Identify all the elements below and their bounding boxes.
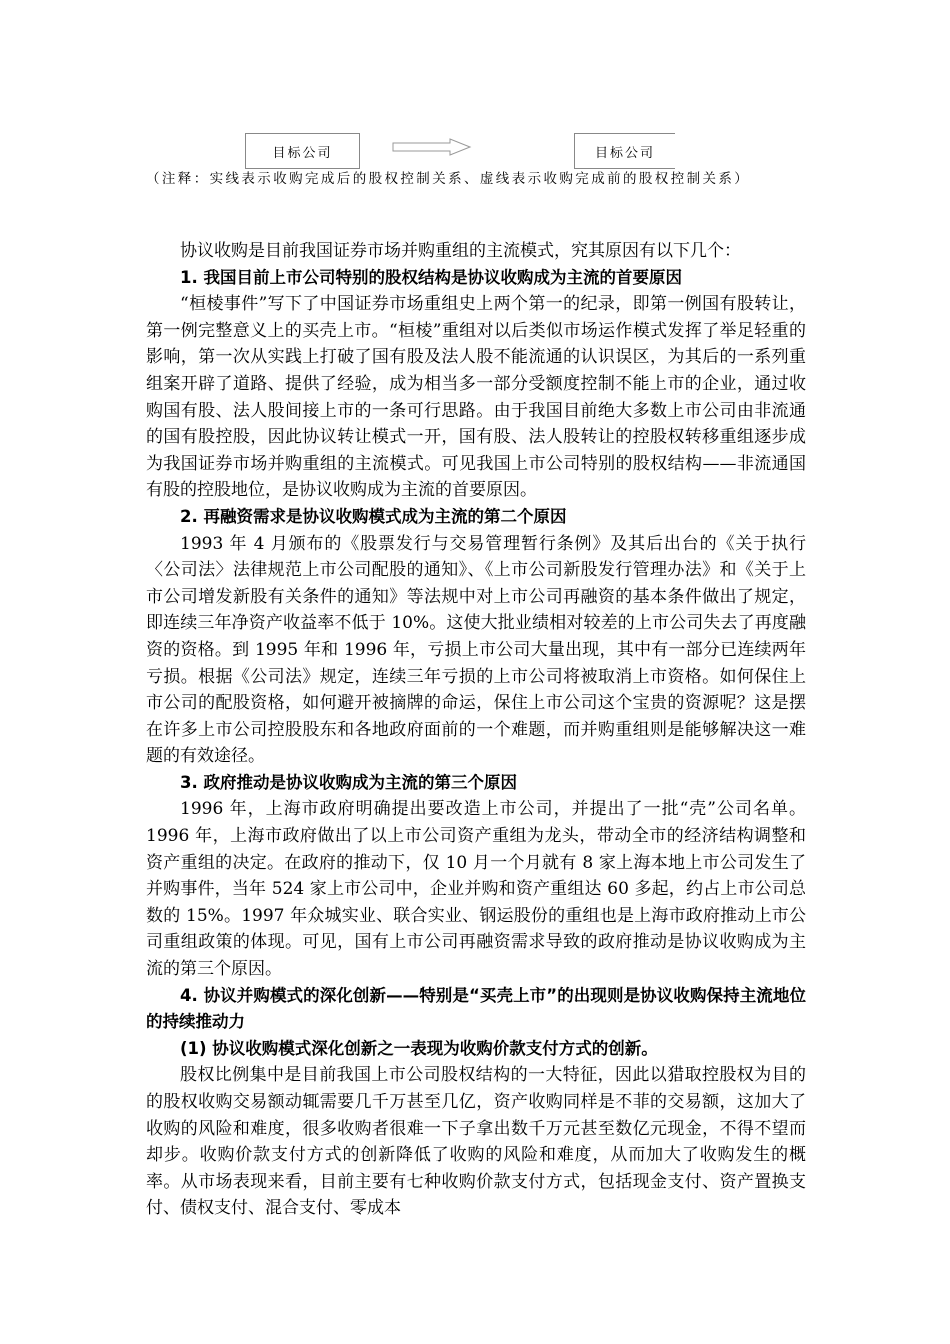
body-paragraph: 股权比例集中是目前我国上市公司股权结构的一大特征，因此以猎取控股权为目的的股权收购交易额动辄需要几千万甚至几亿，资产收购同样是不菲的交易额，这加大了收购的风险和难度，很多收购者很难一下子拿出数千万元甚至数亿元现金，不得不望而却步。收购价款支付方式的创新降低了收购的风险和难度，从而加大了收购发生的概率。从市场表现来看，目前主要有七种收购价款支付方式，包括现金支付、资产置换支付、债权支付、混合支付、零成本 xyxy=(146,1065,806,1219)
target-company-label-right: 目标公司 xyxy=(594,145,655,161)
article-body xyxy=(146,238,806,1222)
body-paragraph: “桓棱事件”写下了中国证券市场重组史上两个第一的纪录，即第一例国有股转让，第一例完整意义上的买壳上市。“桓棱”重组对以后类似市场运作模式发挥了举足轻重的影响，第一次从实践上打破了国有股及法人股不能流通的认识误区，为其后的一系列重组案开辟了道路、提供了经验，成为相当多一部分受额度控制不能上市的企业，通过收购国有股、法人股间接上市的一条可行思路。由于我国目前绝大多数上市公司由非流通的国有股控股，因此协议转让模式一开，国有股、法人股转让的控股权转移重组逐步成为我国证券市场并购重组的主流模式。可见我国上市公司特别的股权结构——非流通国有股的控股地位，是协议收购成为主流的首要原因。 xyxy=(146,294,806,501)
diagram-note: （注释：实线表示收购完成后的股权控制关系、虚线表示收购完成前的股权控制关系） xyxy=(146,171,751,187)
target-company-box-left xyxy=(245,133,360,169)
target-company-box-right xyxy=(574,133,675,169)
section-heading: 3. 政府推动是协议收购成为主流的第三个原因 xyxy=(180,772,517,792)
section-heading: (1) 协议收购模式深化创新之一表现为收购价款支付方式的创新。 xyxy=(180,1038,658,1058)
target-company-label-left: 目标公司 xyxy=(272,145,333,161)
body-paragraph: 协议收购是目前我国证券市场并购重组的主流模式，究其原因有以下几个： xyxy=(180,241,741,261)
section-heading: 4. 协议并购模式的深化创新——特别是“买壳上市”的出现则是协议收购保持主流地位的持续推动力 xyxy=(146,985,806,1032)
arrow-right-icon xyxy=(392,138,472,156)
section-heading: 1. 我国目前上市公司特别的股权结构是协议收购成为主流的首要原因 xyxy=(180,267,682,287)
section-heading: 2. 再融资需求是协议收购模式成为主流的第二个原因 xyxy=(180,506,567,526)
body-paragraph: 1996 年，上海市政府明确提出要改造上市公司，并提出了一批“壳”公司名单。1996 年，上海市政府做出了以上市公司资产重组为龙头，带动全市的经济结构调整和资产重组的决定。在政府的推动下，仅 10 月一个月就有 8 家上海本地上市公司发生了并购事件，当年 524 家上市公司中，企业并购和资产重组达 60 多起，约占上市公司总数的 15%。1997 年众城实业、联合实业、钢运股份的重组也是上海市政府推动上市公司重组政策的体现。可见，国有上市公司再融资需求导致的政府推动是协议收购成为主流的第三个原因。 xyxy=(146,799,806,980)
body-paragraph: 1993 年 4 月颁布的《股票发行与交易管理暂行条例》及其后出台的《关于执行〈公司法〉法律规范上市公司配股的通知》、《上市公司新股发行管理办法》和《关于上市公司增发新股有关条件的通知》等法规中对上市公司再融资的基本条件做出了规定，即连续三年净资产收益率不低于 10%。这使大批业绩相对较差的上市公司失去了再度融资的资格。到 1995 年和 1996 年，亏损上市公司大量出现，其中有一部分已连续两年亏损。根据《公司法》规定，连续三年亏损的上市公司将被取消上市资格。如何保住上市公司的配股资格，如何避开被摘牌的命运，保住上市公司这个宝贵的资源呢？这是摆在许多上市公司控股股东和各地政府面前的一个难题，而并购重组则是能够解决这一难题的有效途径。 xyxy=(146,533,806,767)
